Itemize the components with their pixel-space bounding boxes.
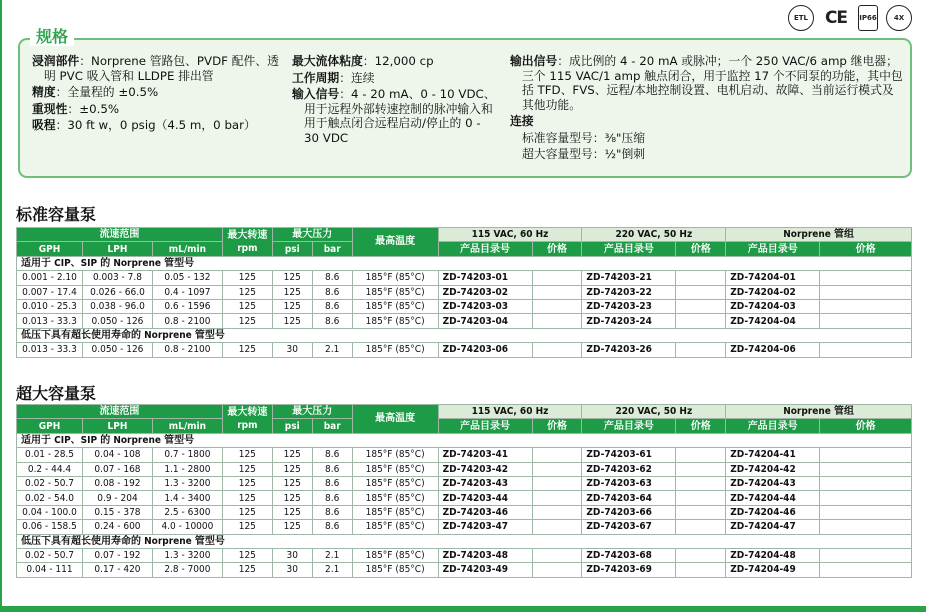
cell-psi: 30: [272, 343, 312, 357]
header-catalog: 产品目录号: [438, 242, 532, 256]
price-norprene: [820, 314, 912, 328]
price-norprene: [820, 271, 912, 285]
price-115vac: [532, 462, 582, 476]
cell-mlmin: 1.3 - 3200: [152, 548, 222, 562]
nema-4x-mark-icon: 4X: [886, 5, 912, 31]
price-norprene: [820, 476, 912, 490]
cell-bar: 8.6: [312, 462, 352, 476]
cell-psi: 125: [272, 520, 312, 534]
cell-lph: 0.026 - 66.0: [82, 285, 152, 299]
spec-duty-cycle: 工作周期：连续: [292, 70, 375, 85]
catalog-220vac[interactable]: ZD-74203-63: [582, 476, 676, 490]
cell-bar: 8.6: [312, 271, 352, 285]
header-115vac: 115 VAC, 60 Hz: [438, 405, 582, 419]
header-gph: GPH: [17, 242, 83, 256]
cell-temp: 185°F (85°C): [352, 505, 438, 519]
header-price: 价格: [820, 242, 912, 256]
header-bar: bar: [312, 419, 352, 433]
price-norprene: [820, 462, 912, 476]
bottom-accent-rule: [0, 606, 926, 612]
cell-temp: 185°F (85°C): [352, 271, 438, 285]
cell-lph: 0.24 - 600: [82, 520, 152, 534]
cell-bar: 8.6: [312, 448, 352, 462]
spec-connection-label: 连接: [510, 114, 534, 128]
cell-psi: 30: [272, 563, 312, 577]
cell-psi: 125: [272, 505, 312, 519]
catalog-norprene[interactable]: ZD-74204-48: [726, 548, 820, 562]
header-mlmin: mL/min: [152, 419, 222, 433]
price-220vac: [676, 476, 726, 490]
catalog-220vac[interactable]: ZD-74203-68: [582, 548, 676, 562]
header-norprene: Norprene 管组: [726, 228, 912, 242]
cell-lph: 0.050 - 126: [82, 314, 152, 328]
standard-pumps-title: 标准容量泵: [16, 205, 97, 224]
spec-connection-standard: 标准容量型号：⅜"压缩: [522, 130, 646, 145]
catalog-115vac[interactable]: ZD-74203-48: [438, 548, 532, 562]
spec-accuracy: 精度：全量程的 ±0.5%: [32, 85, 159, 99]
price-norprene: [820, 505, 912, 519]
spec-output-signal: 输出信号：成比例的 4 - 20 mA 或脉冲；一个 250 VAC/6 amp 继电器；三个 115 VAC/1 amp 触点闭合，用于监控 17 个不同泵的功能，其中包括 TFD、FVS、远程/本地控制设置、电机启动、故障、当前运行模式及其他功能。: [510, 54, 903, 112]
cell-temp: 185°F (85°C): [352, 491, 438, 505]
specifications-panel: [18, 38, 912, 178]
price-115vac: [532, 299, 582, 313]
cell-lph: 0.003 - 7.8: [82, 271, 152, 285]
header-psi: psi: [272, 242, 312, 256]
cell-lph: 0.15 - 378: [82, 505, 152, 519]
table-row: [17, 299, 912, 313]
header-115vac: 115 VAC, 60 Hz: [438, 228, 582, 242]
cell-temp: 185°F (85°C): [352, 299, 438, 313]
price-220vac: [676, 343, 726, 357]
cell-mlmin: 2.5 - 6300: [152, 505, 222, 519]
cell-gph: 0.013 - 33.3: [17, 314, 83, 328]
price-115vac: [532, 343, 582, 357]
spec-column-2: [292, 54, 497, 147]
header-max-pressure: 最大压力: [272, 228, 352, 242]
ip66-mark-icon: IP66: [858, 5, 878, 31]
header-max-pressure: 最大压力: [272, 405, 352, 419]
catalog-115vac[interactable]: ZD-74203-46: [438, 505, 532, 519]
price-220vac: [676, 448, 726, 462]
cell-gph: 0.007 - 17.4: [17, 285, 83, 299]
cell-psi: 125: [272, 476, 312, 490]
catalog-220vac[interactable]: ZD-74203-24: [582, 314, 676, 328]
spec-suction-lift: 吸程：30 ft w，0 psig（4.5 m，0 bar）: [32, 118, 256, 132]
cell-gph: 0.02 - 50.7: [17, 476, 83, 490]
catalog-220vac[interactable]: ZD-74203-22: [582, 285, 676, 299]
group-label-row: [17, 328, 912, 342]
cell-rpm: 125: [222, 520, 272, 534]
cell-gph: 0.04 - 100.0: [17, 505, 83, 519]
header-catalog: 产品目录号: [726, 242, 820, 256]
cell-mlmin: 1.4 - 3400: [152, 491, 222, 505]
price-220vac: [676, 548, 726, 562]
price-norprene: [820, 448, 912, 462]
standard-group-1-body: [17, 256, 912, 328]
cell-bar: 2.1: [312, 548, 352, 562]
cell-rpm: 125: [222, 285, 272, 299]
cell-temp: 185°F (85°C): [352, 520, 438, 534]
cell-psi: 125: [272, 462, 312, 476]
catalog-norprene[interactable]: ZD-74204-49: [726, 563, 820, 577]
catalog-115vac[interactable]: ZD-74203-49: [438, 563, 532, 577]
cell-mlmin: 0.7 - 1800: [152, 448, 222, 462]
catalog-norprene[interactable]: ZD-74204-06: [726, 343, 820, 357]
spec-wetted-parts: 浸润部件：Norprene 管路包、PVDF 配件、透明 PVC 吸入管和 LLDPE 排出管: [32, 54, 279, 83]
header-price: 价格: [532, 419, 582, 433]
table-row: [17, 491, 912, 505]
cell-rpm: 125: [222, 299, 272, 313]
catalog-220vac[interactable]: ZD-74203-26: [582, 343, 676, 357]
cell-lph: 0.9 - 204: [82, 491, 152, 505]
cell-bar: 2.1: [312, 563, 352, 577]
catalog-115vac[interactable]: ZD-74203-44: [438, 491, 532, 505]
cell-mlmin: 1.1 - 2800: [152, 462, 222, 476]
cell-lph: 0.07 - 192: [82, 548, 152, 562]
price-220vac: [676, 462, 726, 476]
header-bar: bar: [312, 242, 352, 256]
cell-mlmin: 0.05 - 132: [152, 271, 222, 285]
price-norprene: [820, 491, 912, 505]
catalog-220vac[interactable]: ZD-74203-64: [582, 491, 676, 505]
cell-bar: 8.6: [312, 314, 352, 328]
cell-gph: 0.010 - 25.3: [17, 299, 83, 313]
cell-temp: 185°F (85°C): [352, 563, 438, 577]
price-norprene: [820, 548, 912, 562]
price-115vac: [532, 448, 582, 462]
catalog-115vac[interactable]: ZD-74203-41: [438, 448, 532, 462]
header-lph: LPH: [82, 242, 152, 256]
cell-gph: 0.013 - 33.3: [17, 343, 83, 357]
spec-connection-extra: 超大容量型号：½"倒刺: [522, 147, 646, 161]
standard-group-2-body: [17, 328, 912, 357]
ce-mark-icon: CE: [824, 8, 848, 28]
cell-lph: 0.17 - 420: [82, 563, 152, 577]
table-row: [17, 520, 912, 534]
header-lph: LPH: [82, 419, 152, 433]
certification-marks: [788, 5, 912, 31]
cell-rpm: 125: [222, 548, 272, 562]
catalog-norprene[interactable]: ZD-74204-44: [726, 491, 820, 505]
catalog-norprene[interactable]: ZD-74204-04: [726, 314, 820, 328]
extra-group-1-body: [17, 433, 912, 534]
cell-bar: 8.6: [312, 505, 352, 519]
header-flow-range: 流速范围: [17, 228, 223, 242]
price-115vac: [532, 314, 582, 328]
cell-temp: 185°F (85°C): [352, 476, 438, 490]
cell-mlmin: 4.0 - 10000: [152, 520, 222, 534]
catalog-norprene[interactable]: ZD-74204-01: [726, 271, 820, 285]
catalog-115vac[interactable]: ZD-74203-04: [438, 314, 532, 328]
cell-mlmin: 0.4 - 1097: [152, 285, 222, 299]
cell-rpm: 125: [222, 343, 272, 357]
extra-group-2-body: [17, 534, 912, 577]
header-catalog: 产品目录号: [438, 419, 532, 433]
cell-mlmin: 0.8 - 2100: [152, 343, 222, 357]
left-accent-rule: [0, 0, 2, 612]
catalog-115vac[interactable]: ZD-74203-06: [438, 343, 532, 357]
header-catalog: 产品目录号: [582, 242, 676, 256]
standard-pumps-table: [16, 227, 912, 358]
cell-gph: 0.04 - 111: [17, 563, 83, 577]
table-row: [17, 448, 912, 462]
cell-rpm: 125: [222, 314, 272, 328]
specifications-title: 规格: [30, 28, 74, 46]
cell-mlmin: 0.8 - 2100: [152, 314, 222, 328]
cell-gph: 0.2 - 44.4: [17, 462, 83, 476]
catalog-norprene[interactable]: ZD-74204-41: [726, 448, 820, 462]
header-price: 价格: [676, 242, 726, 256]
price-115vac: [532, 285, 582, 299]
price-115vac: [532, 491, 582, 505]
cell-rpm: 125: [222, 505, 272, 519]
cell-gph: 0.02 - 50.7: [17, 548, 83, 562]
catalog-220vac[interactable]: ZD-74203-62: [582, 462, 676, 476]
cell-mlmin: 1.3 - 3200: [152, 476, 222, 490]
header-flow-range: 流速范围: [17, 405, 223, 419]
header-price: 价格: [532, 242, 582, 256]
table-row: [17, 314, 912, 328]
header-220vac: 220 VAC, 50 Hz: [582, 228, 726, 242]
price-norprene: [820, 285, 912, 299]
cell-temp: 185°F (85°C): [352, 314, 438, 328]
catalog-220vac[interactable]: ZD-74203-69: [582, 563, 676, 577]
price-115vac: [532, 548, 582, 562]
cell-bar: 2.1: [312, 343, 352, 357]
table-row: [17, 476, 912, 490]
header-max-speed: 最大转速 rpm: [222, 228, 272, 257]
price-115vac: [532, 563, 582, 577]
price-220vac: [676, 563, 726, 577]
cell-temp: 185°F (85°C): [352, 448, 438, 462]
cell-rpm: 125: [222, 491, 272, 505]
price-220vac: [676, 520, 726, 534]
table-row: [17, 563, 912, 577]
cell-lph: 0.07 - 168: [82, 462, 152, 476]
table-row: [17, 548, 912, 562]
group-label-row: [17, 433, 912, 447]
catalog-norprene[interactable]: ZD-74204-47: [726, 520, 820, 534]
header-catalog: 产品目录号: [582, 419, 676, 433]
spec-input-signal: 输入信号：4 - 20 mA、0 - 10 VDC、用于远程外部转速控制的脉冲输入和用于触点闭合远程启动/停止的 0 - 30 VDC: [292, 87, 496, 145]
price-220vac: [676, 299, 726, 313]
price-norprene: [820, 520, 912, 534]
catalog-norprene[interactable]: ZD-74204-42: [726, 462, 820, 476]
catalog-220vac[interactable]: ZD-74203-66: [582, 505, 676, 519]
cell-psi: 125: [272, 271, 312, 285]
spec-column-1: [32, 54, 282, 135]
catalog-220vac[interactable]: ZD-74203-21: [582, 271, 676, 285]
cell-gph: 0.02 - 54.0: [17, 491, 83, 505]
header-price: 价格: [676, 419, 726, 433]
cell-gph: 0.001 - 2.10: [17, 271, 83, 285]
cell-psi: 125: [272, 299, 312, 313]
cell-rpm: 125: [222, 462, 272, 476]
cell-psi: 125: [272, 285, 312, 299]
extra-pumps-table: [16, 404, 912, 578]
header-gph: GPH: [17, 419, 83, 433]
cell-rpm: 125: [222, 476, 272, 490]
cell-psi: 30: [272, 548, 312, 562]
price-220vac: [676, 314, 726, 328]
header-price: 价格: [820, 419, 912, 433]
price-norprene: [820, 299, 912, 313]
cell-mlmin: 2.8 - 7000: [152, 563, 222, 577]
spec-repeatability: 重现性：±0.5%: [32, 101, 120, 116]
price-220vac: [676, 271, 726, 285]
cell-lph: 0.04 - 108: [82, 448, 152, 462]
cell-lph: 0.08 - 192: [82, 476, 152, 490]
catalog-115vac[interactable]: ZD-74203-42: [438, 462, 532, 476]
spec-column-3: [510, 54, 905, 164]
header-max-temp: 最高温度: [352, 228, 438, 257]
cell-rpm: 125: [222, 448, 272, 462]
cell-temp: 185°F (85°C): [352, 285, 438, 299]
catalog-norprene[interactable]: ZD-74204-02: [726, 285, 820, 299]
price-220vac: [676, 491, 726, 505]
price-115vac: [532, 505, 582, 519]
header-max-speed: 最大转速 rpm: [222, 405, 272, 434]
catalog-115vac[interactable]: ZD-74203-01: [438, 271, 532, 285]
group-label-row: [17, 534, 912, 548]
catalog-220vac[interactable]: ZD-74203-23: [582, 299, 676, 313]
catalog-115vac[interactable]: ZD-74203-02: [438, 285, 532, 299]
price-norprene: [820, 563, 912, 577]
table-row: [17, 343, 912, 357]
cell-temp: 185°F (85°C): [352, 343, 438, 357]
header-norprene: Norprene 管组: [726, 405, 912, 419]
price-220vac: [676, 285, 726, 299]
table-row: [17, 285, 912, 299]
cell-psi: 125: [272, 448, 312, 462]
cell-rpm: 125: [222, 563, 272, 577]
table-row: [17, 505, 912, 519]
header-max-temp: 最高温度: [352, 405, 438, 434]
cell-gph: 0.06 - 158.5: [17, 520, 83, 534]
catalog-115vac[interactable]: ZD-74203-43: [438, 476, 532, 490]
catalog-norprene[interactable]: ZD-74204-46: [726, 505, 820, 519]
group-label: 低压下具有超长使用寿命的 Norprene 管型号: [17, 534, 912, 548]
cell-mlmin: 0.6 - 1596: [152, 299, 222, 313]
group-label-row: [17, 256, 912, 270]
group-label: 适用于 CIP、SIP 的 Norprene 管型号: [17, 256, 912, 270]
cell-psi: 125: [272, 491, 312, 505]
cell-rpm: 125: [222, 271, 272, 285]
catalog-220vac[interactable]: ZD-74203-61: [582, 448, 676, 462]
extra-pumps-title: 超大容量泵: [16, 384, 97, 403]
header-psi: psi: [272, 419, 312, 433]
cell-temp: 185°F (85°C): [352, 548, 438, 562]
cell-bar: 8.6: [312, 491, 352, 505]
price-115vac: [532, 271, 582, 285]
cell-lph: 0.038 - 96.0: [82, 299, 152, 313]
cell-gph: 0.01 - 28.5: [17, 448, 83, 462]
table-row: [17, 462, 912, 476]
cell-bar: 8.6: [312, 299, 352, 313]
catalog-220vac[interactable]: ZD-74203-67: [582, 520, 676, 534]
catalog-115vac[interactable]: ZD-74203-03: [438, 299, 532, 313]
catalog-115vac[interactable]: ZD-74203-47: [438, 520, 532, 534]
cell-bar: 8.6: [312, 476, 352, 490]
header-mlmin: mL/min: [152, 242, 222, 256]
price-115vac: [532, 520, 582, 534]
header-220vac: 220 VAC, 50 Hz: [582, 405, 726, 419]
cell-psi: 125: [272, 314, 312, 328]
group-label: 适用于 CIP、SIP 的 Norprene 管型号: [17, 433, 912, 447]
cell-lph: 0.050 - 126: [82, 343, 152, 357]
price-norprene: [820, 343, 912, 357]
table-row: [17, 271, 912, 285]
etl-mark-icon: ETL: [788, 5, 814, 31]
catalog-norprene[interactable]: ZD-74204-03: [726, 299, 820, 313]
group-label: 低压下具有超长使用寿命的 Norprene 管型号: [17, 328, 912, 342]
spec-max-viscosity: 最大流体粘度：12,000 cp: [292, 54, 434, 68]
price-115vac: [532, 476, 582, 490]
price-220vac: [676, 505, 726, 519]
header-catalog: 产品目录号: [726, 419, 820, 433]
catalog-norprene[interactable]: ZD-74204-43: [726, 476, 820, 490]
cell-bar: 8.6: [312, 285, 352, 299]
cell-temp: 185°F (85°C): [352, 462, 438, 476]
cell-bar: 8.6: [312, 520, 352, 534]
